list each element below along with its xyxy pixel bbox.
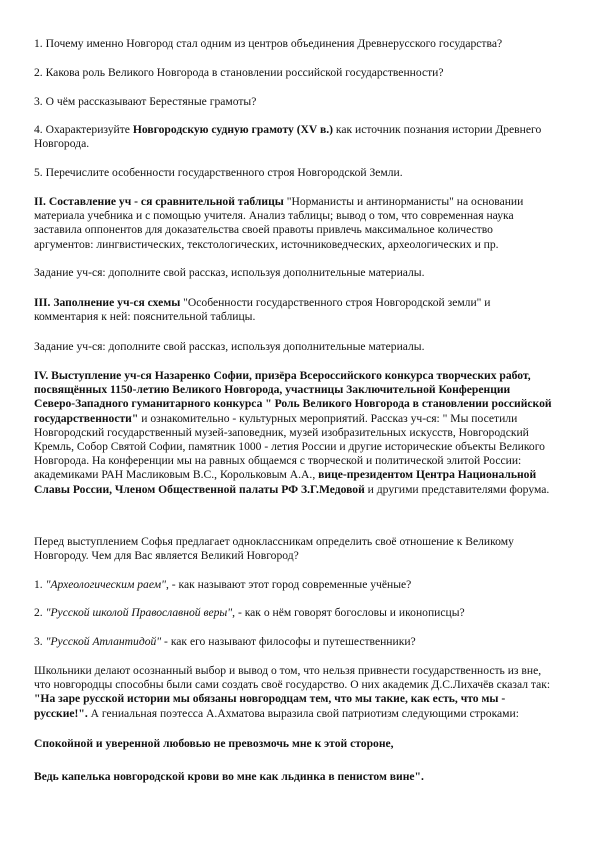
list-item-number: 2. [34,606,46,619]
list-item-quote: "Археологическим раем" [45,578,166,591]
poem-line-2 [34,770,554,784]
question-5: 5. Перечислите особенности государственного строя Новгородской Земли. [34,166,403,179]
list-item [34,606,554,620]
section-4-bold-1: IV. Выступление уч-ся Назаренко Софии, призёра Всероссийского конкурса творческих работ, посвящённых 1150-летию Великого Новгорода, участницы Заключительной Конференции Северо-Западного гуманитарного конкурса " Роль Великого Новгорода в становлении российской государственности" [34,369,552,425]
section-4-bold-2: вице-президентом Центра Национальной Славы России, Членом Общественной палаты РФ З.Г.Медовой [34,468,537,496]
list-item-text: , - как называют этот город современные учёные? [165,578,412,591]
poem-line-2-text: Ведь капелька новгородской крови во мне как льдинка в пенистом вине". [34,770,424,783]
section-2-heading: II. Составление уч - ся сравнительной таблицы [34,195,284,208]
section-3-paragraph [34,296,554,324]
section-4-text-2: и другими представителями форума. [364,482,550,496]
question-2: 2. Какова роль Великого Новгорода в становлении российской государственности? [34,66,444,79]
list-item [34,635,554,649]
question-4-bold: Новгородскую судную грамоту (XV в.) [132,123,334,136]
conclusion-paragraph [34,664,554,721]
question-4-prefix: 4. Охарактеризуйте [34,123,133,136]
list-item-quote: "Русской школой Православной веры" [45,606,233,619]
question-1: 1. Почему именно Новгород стал одним из центров объединения Древнерусского государства? [34,37,503,50]
list-item-text: - как его называют философы и путешественники? [161,635,416,648]
question-4-suffix: как источник познания истории Древнего Новгорода. [34,123,542,151]
section-3-task: Задание уч-ся: дополните свой рассказ, используя дополнительные материалы. [34,340,425,353]
list-item-number: 3. [34,635,46,648]
conclusion-text-2: А гениальная поэтесса А.Ахматова выразила свой патриотизм следующими строками: [87,706,519,720]
section-3-text: "Особенности государственного строя Новгородской земли" и комментария к ней: пояснительной таблицы. [34,296,491,324]
list-item-text: , - как о нём говорят богословы и иконописцы? [232,606,465,619]
section-4-paragraph [34,369,554,497]
section-2-text: "Норманисты и антинорманисты" на основании материала учебника и с помощью учителя. Анализ таблицы; вывод о том, что современная наука заставила оппонентов для доказательства своей правоты привлечь максимальное количество аргументов: лингвистических, текстологических, источниковедческих, археологических и пр. [34,195,524,251]
section-2-paragraph [34,195,554,252]
intro-paragraph: Перед выступлением Софья предлагает одноклассникам определить своё отношение к Великому Новгороду. Чем для Вас является Великий Новгород? [34,535,514,563]
likhachev-quote: "На заре русской истории мы обязаны новгородцам тем, что мы такие, как есть, что мы - русские!". [34,692,506,720]
list-item [34,578,554,592]
question-4 [34,123,554,151]
section-4-text-1: и ознакомительно - культурных мероприятий. Рассказ уч-ся: " Мы посетили Новгородский государственный музей-заповедник, музей изобразительных искусств, Новгородский Кремль, Собор Святой Софии, памятник 1000 - летия России и другие исторические объекты Великого Новгорода. На конференции мы на равных общаемся с творческой и политической элитой России: академиками РАН Масликовым В.С., Корольковым А.А., [34,411,545,482]
list-item-quote: "Русской Атлантидой" [45,635,162,648]
conclusion-text-1: Школьники делают осознанный выбор и вывод о том, что нельзя привнести государственность из вне, что новгородцы способны были сами создать своё государство. О них академик Д.С.Лихачёв сказал так: [34,664,551,692]
list-item-number: 1. [34,578,46,591]
section-3-heading: III. Заполнение уч-ся схемы [34,296,181,309]
poem-line-1-text: Спокойной и уверенной любовью не превозмочь мне к этой стороне, [34,737,394,750]
poem-line-1 [34,737,554,751]
question-3: 3. О чём рассказывают Берестяные грамоты? [34,95,257,108]
section-2-task: Задание уч-ся: дополните свой рассказ, используя дополнительные материалы. [34,266,425,279]
